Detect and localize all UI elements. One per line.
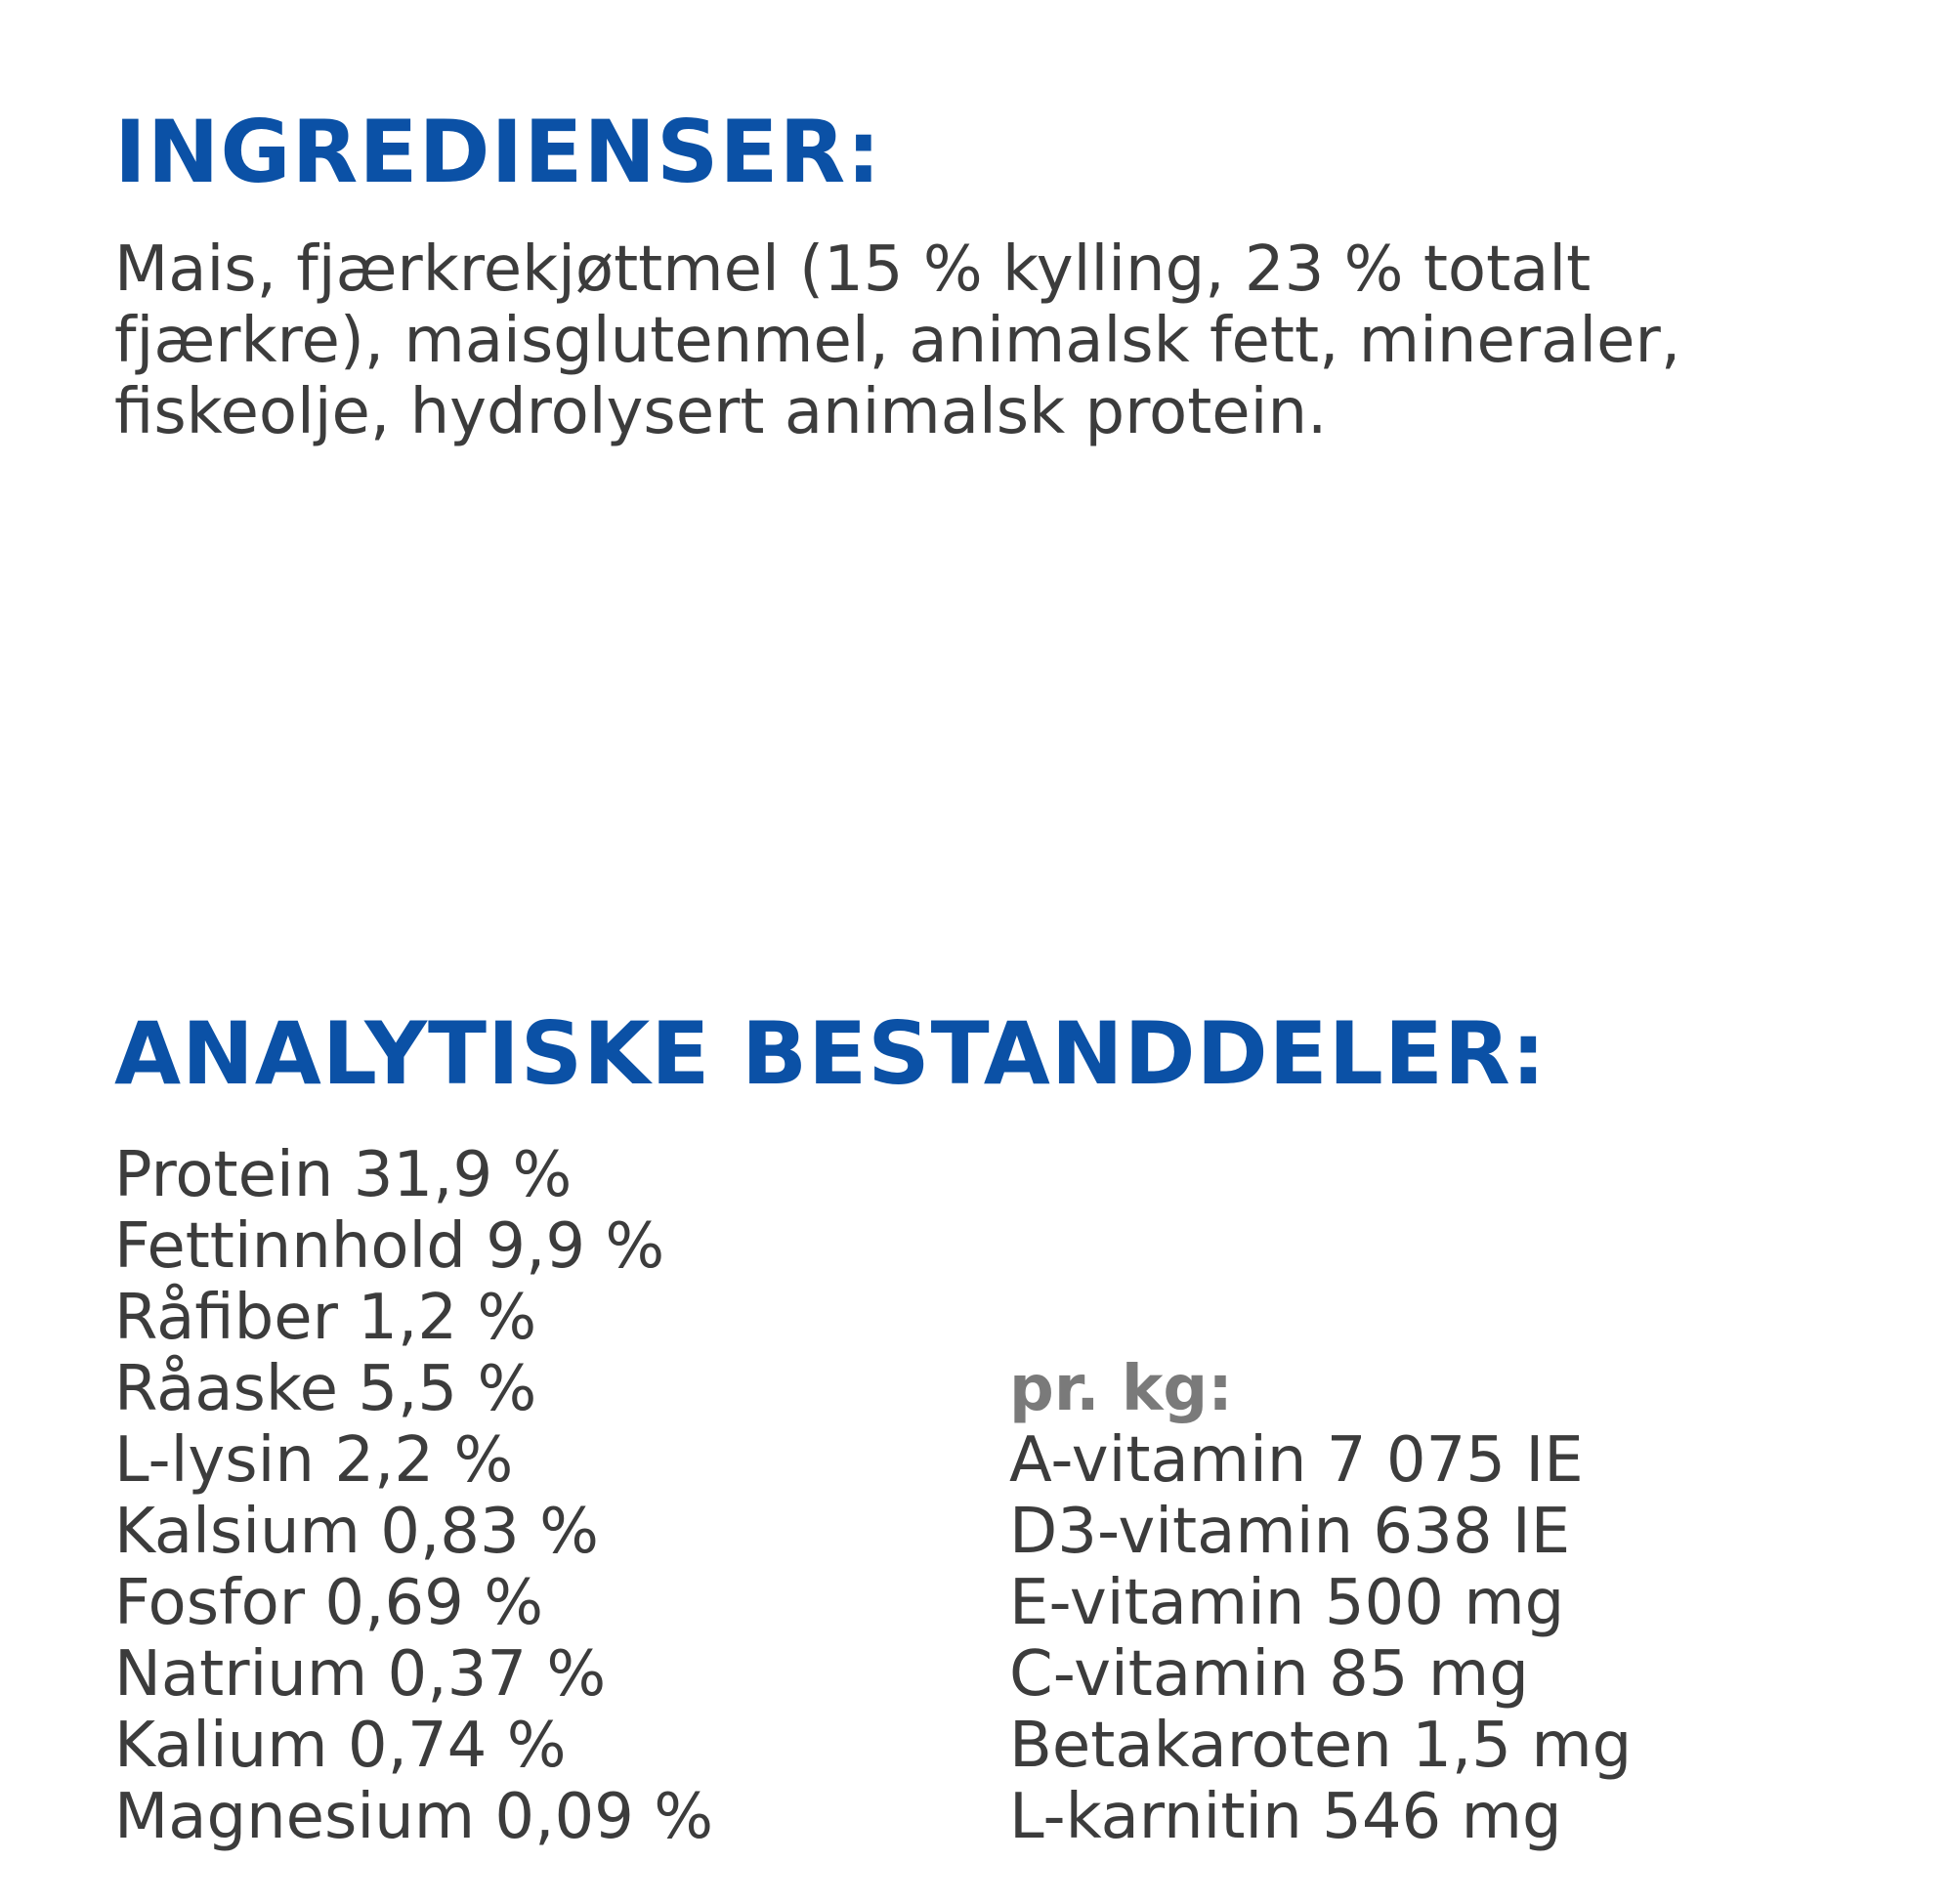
- vitamin-d3: D3-vitamin 638 IE: [1009, 1496, 1571, 1568]
- vitamin-a: A-vitamin 7 075 IE: [1009, 1424, 1584, 1497]
- vitamin-c: C-vitamin 85 mg: [1009, 1638, 1529, 1711]
- per-kg-label: pr. kg:: [1009, 1353, 1233, 1425]
- ingredients-text: Mais, fjærkrekjøttmel (15 % kylling, 23 % totalt fjærkre), maisglutenmel, animalsk fett, mineraler, fiskeolje, hydrolysert animalsk protein.: [114, 233, 1681, 448]
- beta-carotene: Betakaroten 1,5 mg: [1009, 1710, 1633, 1782]
- constituent-potassium: Kalium 0,74 %: [114, 1710, 567, 1782]
- constituent-crude-fiber: Råfiber 1,2 %: [114, 1282, 537, 1354]
- constituent-fat: Fettinnhold 9,9 %: [114, 1210, 665, 1283]
- per-kg-list: [1009, 1354, 1632, 1853]
- constituent-l-lysine: L-lysin 2,2 %: [114, 1424, 514, 1497]
- constituent-phosphorus: Fosfor 0,69 %: [114, 1567, 544, 1639]
- l-carnitine: L-karnitin 546 mg: [1009, 1781, 1562, 1853]
- ingredients-heading: INGREDIENSER:: [114, 102, 882, 202]
- analytic-constituents-heading: ANALYTISKE BESTANDDELER:: [114, 1003, 1547, 1104]
- analytic-constituents-list: [114, 1140, 713, 1853]
- constituent-sodium: Natrium 0,37 %: [114, 1638, 607, 1711]
- constituent-magnesium: Magnesium 0,09 %: [114, 1781, 714, 1853]
- vitamin-e: E-vitamin 500 mg: [1009, 1567, 1565, 1639]
- constituent-calcium: Kalsium 0,83 %: [114, 1496, 599, 1568]
- constituent-protein: Protein 31,9 %: [114, 1139, 573, 1211]
- constituent-crude-ash: Råaske 5,5 %: [114, 1353, 537, 1425]
